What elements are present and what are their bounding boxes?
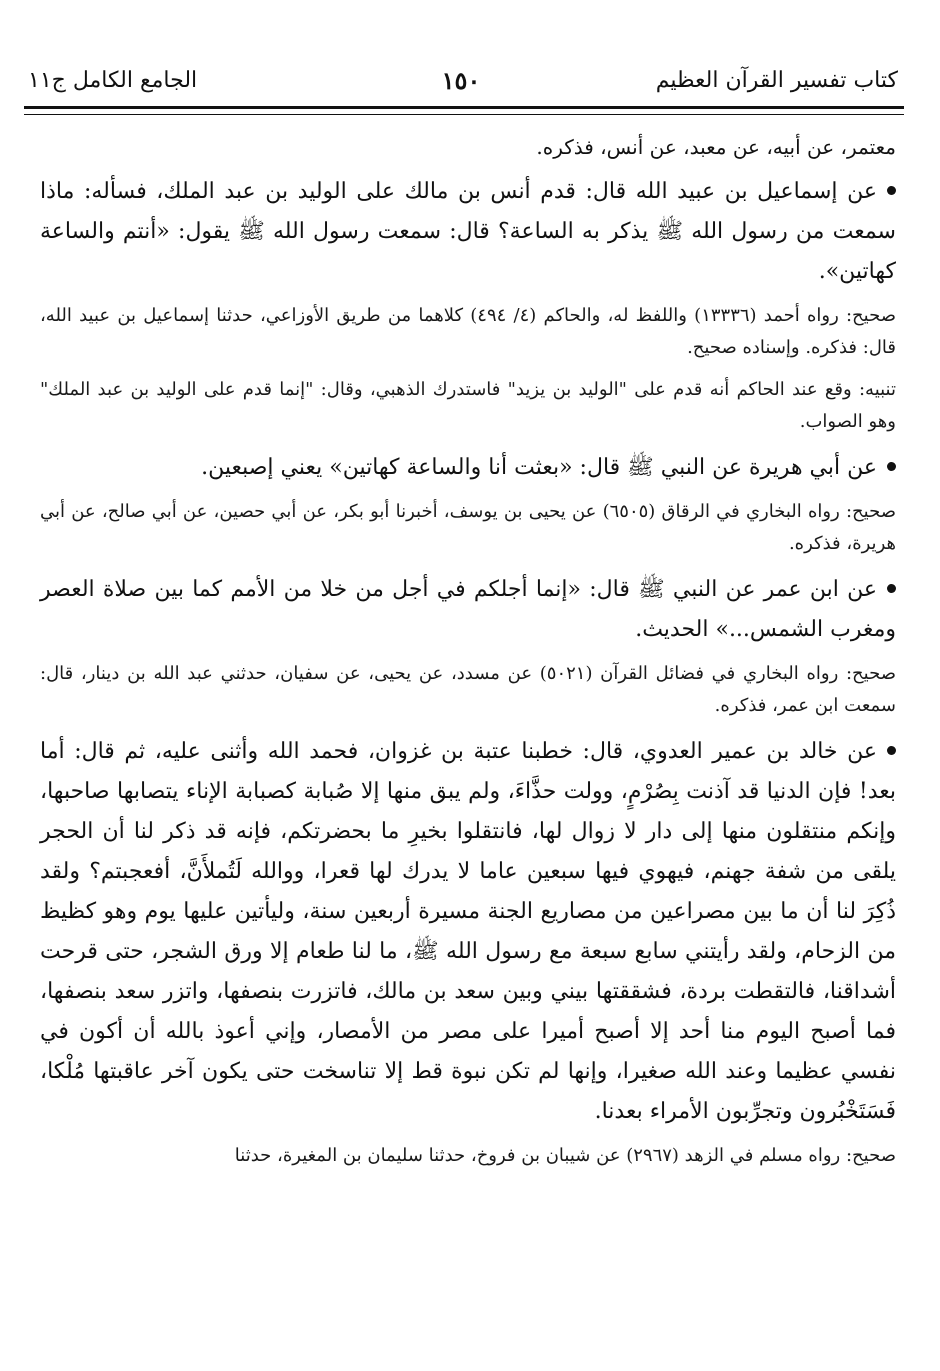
takhrij-note (40, 1140, 896, 1172)
takhrij-note (40, 496, 896, 560)
continuation-text-body: معتمر، عن أبيه، عن معبد، عن أنس، فذكره. (536, 135, 896, 159)
takhrij-note (40, 658, 896, 722)
volume-label: الجامع الكامل ج١١ (28, 68, 198, 93)
page-body (40, 130, 896, 1182)
hadith-text: عن خالد بن عمير العدوي، قال: خطبنا عتبة بن غزوان، فحمد الله وأثنى عليه، ثم قال: أما بعد! فإن الدنيا قد آذنت بِصُرْمٍ، وولت حذَّاءَ، ولم يبق منها إلا صُبابة كصبابة الإناء يتصابها صاحبها، وإنكم منتقلون منها إلى دار لا زوال لها، فانتقلوا بخيرِ ما بحضرتكم، فإنه قد ذكر لنا أن الحجر يلقى من شفة جهنم، فيهوي فيها سبعين عاما لا يدرك لها قعرا، ووالله لَتُملأَنَّ، أفعجبتم؟ ولقد ذُكِرَ لنا أن ما بين مصراعين من مصاريع الجنة مسيرة أربعين سنة، وليأتين عليها يوم وهو كظيظ من الزحام، ولقد رأيتني سابع سبعة مع رسول الله ﷺ، ما لنا طعام إلا ورق الشجر، حتى قرحت أشداقنا، فالتقطت بردة، فشققتها بيني وبين سعد بن مالك، فاتزرت بنصفها، واتزر سعد بنصفها، فما أصبح اليوم منا أحد إلا أصبح أميرا على مصر من الأمصار، وإني أعوذ بالله أن أكون في نفسي عظيما وعند الله صغيرا، وإنها لم تكن نبوة قط إلا تناسخت حتى يكون آخر عاقبتها مُلْكا، فَسَتَخْبُرون وتجرِّبون الأمراء بعدنا. (40, 739, 896, 1124)
takhrij-text: صحيح: رواه أحمد (١٣٣٣٦) واللفظ له، والحاكم (٤/ ٤٩٤) كلاهما من طريق الأوزاعي، حدثنا إسماعيل بن عبيد الله، قال: فذكره. وإسناده صحيح. (40, 305, 896, 358)
continuation-text (40, 130, 896, 164)
hadith-paragraph (40, 172, 896, 292)
takhrij-text: صحيح: رواه البخاري في الرقاق (٦٥٠٥) عن يحيى بن يوسف، أخبرنا أبو بكر، عن أبي حصين، عن أبي صالح، عن أبي هريرة، فذكره. (40, 501, 896, 554)
hadith-text: عن إسماعيل بن عبيد الله قال: قدم أنس بن مالك على الوليد بن عبد الملك، فسأله: ماذا سمعت من رسول الله ﷺ يذكر به الساعة؟ قال: سمعت رسول الله ﷺ يقول: «أنتم والساعة كهاتين». (40, 179, 896, 284)
hadith-paragraph (40, 570, 896, 650)
page-number: ١٥٠ (441, 66, 481, 95)
hadith-text: عن أبي هريرة عن النبي ﷺ قال: «بعثت أنا والساعة كهاتين» يعني إصبعين. (201, 455, 877, 480)
bullet-icon (887, 462, 896, 471)
hadith-paragraph (40, 732, 896, 1132)
tanbih-text: تنبيه: وقع عند الحاكم أنه قدم على "الوليد بن يزيد" فاستدرك الذهبي، وقال: "إنما قدم على الوليد بن عبد الملك" وهو الصواب. (40, 379, 896, 432)
hadith-text: عن ابن عمر عن النبي ﷺ قال: «إنما أجلكم في أجل من خلا من الأمم كما بين صلاة العصر ومغرب الشمس...» الحديث. (40, 577, 896, 642)
bullet-icon (887, 746, 896, 755)
tanbih-note (40, 374, 896, 438)
takhrij-text: صحيح: رواه مسلم في الزهد (٢٩٦٧) عن شيبان بن فروخ، حدثنا سليمان بن المغيرة، حدثنا (234, 1145, 896, 1166)
book-title: كتاب تفسير القرآن العظيم (655, 68, 898, 93)
takhrij-text: صحيح: رواه البخاري في فضائل القرآن (٥٠٢١) عن مسدد، عن يحيى، عن سفيان، حدثني عبد الله بن دينار، قال: سمعت ابن عمر، فذكره. (40, 663, 896, 716)
bullet-icon (887, 186, 896, 195)
header-rule-thick (24, 106, 904, 109)
bullet-icon (887, 584, 896, 593)
hadith-paragraph (40, 448, 896, 488)
takhrij-note (40, 300, 896, 364)
header-rule-thin (24, 114, 904, 115)
